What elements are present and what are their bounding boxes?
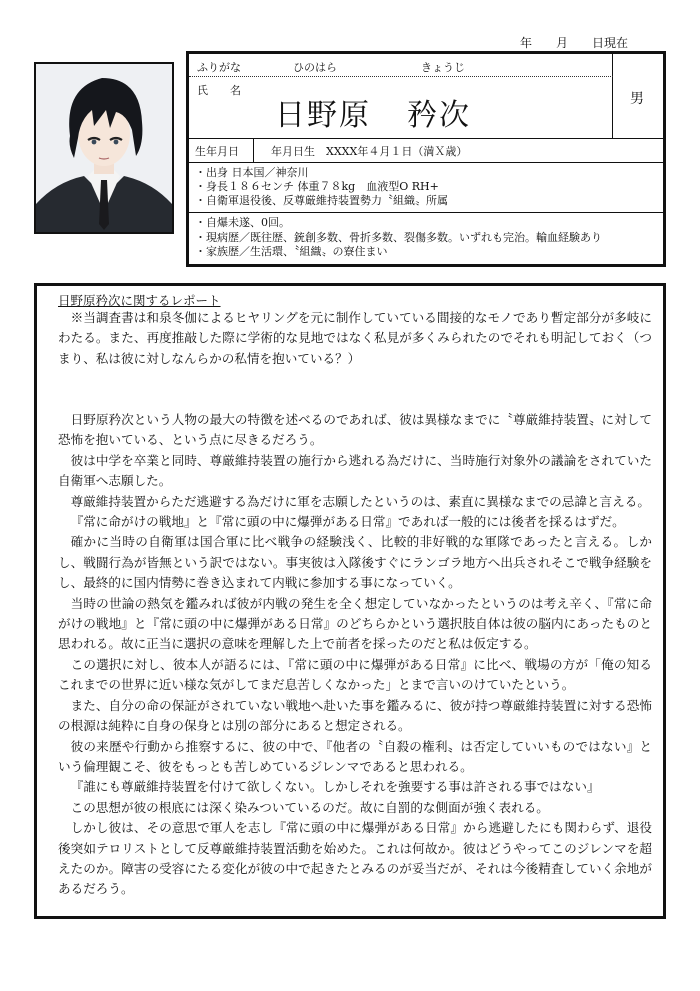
dob-label: 生年月日 xyxy=(195,145,239,158)
detail-affiliation: ・自衛軍退役後、反尊厳維持装置勢力〝組織〟所属 xyxy=(195,194,448,207)
report-paragraph: 日野原矜次という人物の最大の特徴を述べるのであれば、彼は異様なまでに〝尊厳維持装置〟に対して恐怖を抱いている、という点に尽きるだろう。 xyxy=(58,412,652,448)
report-paragraph: 確かに当時の自衛軍は国合軍に比べ戦争の経験浅く、比較的非好戦的な軍隊であったと言える。しかし、戦闘行為が皆無という訳ではない。事実彼は入隊後すぐにランゴラ地方へ出兵されそこで戦争経験をし、最終的に国内情勢に巻き込まれて内戦に参加する事になっていく。 xyxy=(58,534,652,591)
report-paragraph: この思想が彼の根底には深く染みついているのだ。故に自罰的な側面が強く表れる。 xyxy=(70,799,549,815)
report-paragraph: この選択に対し、彼本人が語るには、『常に頭の中に爆弾がある日常』に比べ、戦場の方が「俺の知るこれまでの世界に近い様な気がしてまだ息苦しくなかった」とまで言いのけていたという。 xyxy=(58,656,652,693)
profile-box xyxy=(186,51,666,267)
report-body xyxy=(58,308,652,900)
dob-divider xyxy=(253,138,254,162)
name-label: 氏 名 xyxy=(197,84,241,97)
history-medical: ・現病歴／既往歴、銃創多数、骨折多数、裂傷多数。いずれも完治。輸血経験あり xyxy=(195,230,602,244)
name-given: 矜次 xyxy=(407,98,471,133)
name-family: 日野原 xyxy=(275,98,371,133)
furigana-label: ふりがな xyxy=(197,61,241,74)
furigana-given: きょうじ xyxy=(421,61,465,74)
history-attempts: ・自爆未遂、0回。 xyxy=(195,216,290,229)
name-row xyxy=(189,76,663,139)
dob-value: 年月日生 XXXX年４月１日（満Ｘ歳） xyxy=(271,145,468,158)
report-paragraph: しかし彼は、その意思で軍人を志し『常に頭の中に爆弾がある日常』から逃避したにも関わらず、退役後突如テロリストとして反尊厳維持装置活動を始めた。これは何故か。彼はどうやってこのジレンマを超えたのか。障害の受容にたる変化が彼の中で起きたとみるのが妥当だが、それは今後精査していく余地があるだろう。 xyxy=(58,820,652,897)
history-family: ・家族歴／生活環、〝組織〟の寮住まい xyxy=(195,245,388,258)
history-list xyxy=(195,216,602,260)
report-paragraph: 『誰にも尊厳維持装置を付けて欲しくない。しかしそれを強要する事は許される事ではない』 xyxy=(70,779,600,795)
report-title: 日野原矜次に関するレポート xyxy=(58,293,221,308)
furigana-family: ひのはら xyxy=(293,61,337,74)
portrait-photo xyxy=(34,62,174,234)
history-row xyxy=(189,212,663,264)
detail-origin: ・出身 日本国／神奈川 xyxy=(195,166,309,179)
date-line: 年 月 日現在 xyxy=(520,36,629,50)
portrait-illustration xyxy=(36,64,172,232)
furigana-row xyxy=(189,54,613,77)
report-paragraph: ※当調査書は和泉冬伽によるヒヤリングを元に制作していている間接的なモノであり暫定部分が多岐にわたる。また、再度推敲した際に学術的な見地ではなく私見が多くみられたのでそれも明記しておく（つまり、私は彼に対しなんらかの私情を抱いている？） xyxy=(58,310,652,366)
report-paragraph: 彼は中学を卒業と同時、尊厳維持装置の施行から逃れる為だけに、当時施行対象外の議論をされていた自衛軍へ志願した。 xyxy=(58,452,652,489)
report-paragraph: また、自分の命の保証がされていない戦地へ赴いた事を鑑みるに、彼が持つ尊厳維持装置に対する恐怖の根源は純粋に自身の保身とは別の部分にあると想定される。 xyxy=(58,697,652,734)
report-paragraph: 当時の世論の熱気を鑑みれば彼が内戦の発生を全く想定していなかったというのは考え辛く、『常に命がけの戦地』と『常に頭の中に爆弾がある日常』のどちらかという選択肢自体は彼の脳内にあったものと思われる。故に正当に選択の意味を理解した上で前者を採ったのだと私は仮定する。 xyxy=(58,595,652,652)
report-blank-line xyxy=(58,369,652,389)
details-list xyxy=(195,166,448,208)
details-row xyxy=(189,162,663,213)
report-paragraph: 尊厳維持装置からただ逃避する為だけに軍を志願したというのは、素直に異様なまでの忌諱と言える。 xyxy=(70,493,650,509)
report-paragraph: 『常に命がけの戦地』と『常に頭の中に爆弾がある日常』であれば一般的には後者を採るはずだ。 xyxy=(70,514,625,530)
report-blank-line xyxy=(58,390,652,410)
report-paragraph: 彼の来歴や行動から推察するに、彼の中で、『他者の〝自殺の権利〟は否定していいものではない』という倫理観こそ、彼をもっとも苦しめているジレンマであると思われる。 xyxy=(58,738,652,774)
gender-value: 男 xyxy=(630,91,644,107)
dob-row xyxy=(189,138,663,163)
detail-body: ・身長１８６センチ 体重７８kg 血液型O RH+ xyxy=(195,180,439,193)
